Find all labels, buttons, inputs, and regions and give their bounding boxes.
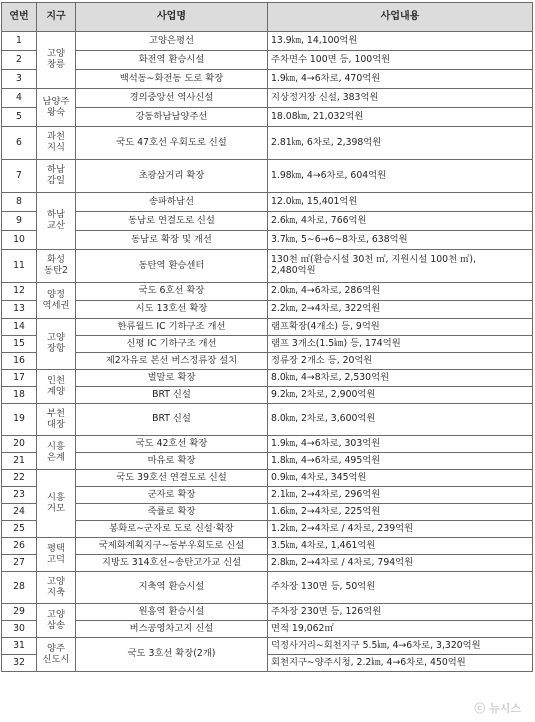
project-content: 지상정거장 신설, 383억원 <box>268 89 533 108</box>
project-name: 원흥역 환승시설 <box>76 604 268 621</box>
row-no: 28 <box>2 572 37 604</box>
project-table <box>1 2 533 672</box>
project-name: 마유로 확장 <box>76 453 268 470</box>
district-cell: 남양주 왕숙 <box>37 89 76 127</box>
project-name: 벌말로 확장 <box>76 370 268 387</box>
project-name: 지방도 314호선∼송탄고가교 신설 <box>76 555 268 572</box>
project-name: 국도 6호선 확장 <box>76 283 268 301</box>
row-no: 9 <box>2 212 37 231</box>
project-content: 1.9㎞, 4→6차로, 303억원 <box>268 436 533 453</box>
district-cell: 양주 신도시 <box>37 638 76 672</box>
row-no: 14 <box>2 319 37 336</box>
row-no: 24 <box>2 504 37 521</box>
district-cell: 시흥 거모 <box>37 470 76 538</box>
row-no: 6 <box>2 127 37 160</box>
project-name: 지축역 환승시설 <box>76 572 268 604</box>
project-name: 송파하남선 <box>76 193 268 212</box>
project-content: 8.0㎞, 4→8차로, 2,530억원 <box>268 370 533 387</box>
project-content: 정류장 2개소 등, 20억원 <box>268 353 533 370</box>
table-row <box>2 404 533 436</box>
table-row <box>2 470 533 487</box>
header-no: 연번 <box>2 3 37 32</box>
row-no: 19 <box>2 404 37 436</box>
table-row <box>2 89 533 108</box>
project-content: 주차장 230면 등, 126억원 <box>268 604 533 621</box>
project-content: 1.98㎞, 4→6차로, 604억원 <box>268 160 533 193</box>
table-row <box>2 572 533 604</box>
table-row <box>2 127 533 160</box>
project-content: 12.0㎞, 15,401억원 <box>268 193 533 212</box>
table-row <box>2 212 533 231</box>
project-content: 주차면수 100면 등, 100억원 <box>268 51 533 70</box>
project-name: 봉화로∼군자로 도로 신설·확장 <box>76 521 268 538</box>
row-no: 18 <box>2 387 37 404</box>
project-content: 2.2㎞, 2→4차로, 322억원 <box>268 301 533 319</box>
project-content: 면적 19,062㎡ <box>268 621 533 638</box>
row-no: 8 <box>2 193 37 212</box>
project-content: 3.5㎞, 4차로, 1,461억원 <box>268 538 533 555</box>
row-no: 5 <box>2 108 37 127</box>
project-content: 2.8㎞, 2→4차로 / 4차로, 794억원 <box>268 555 533 572</box>
row-no: 27 <box>2 555 37 572</box>
district-cell: 고양 지축 <box>37 572 76 604</box>
header-district: 지구 <box>37 3 76 32</box>
table-row <box>2 353 533 370</box>
project-content: 2.0㎞, 4→6차로, 286억원 <box>268 283 533 301</box>
table-row <box>2 487 533 504</box>
table-row <box>2 283 533 301</box>
project-content: 18.08㎞, 21,032억원 <box>268 108 533 127</box>
project-content: 1.6㎞, 2→4차로, 225억원 <box>268 504 533 521</box>
row-no: 20 <box>2 436 37 453</box>
table-row <box>2 621 533 638</box>
project-content: 회천지구∼양주시청, 2.2㎞, 4→6차로, 450억원 <box>268 655 533 672</box>
row-no: 23 <box>2 487 37 504</box>
project-name: 초광삼거리 확장 <box>76 160 268 193</box>
project-content: 1.8㎞, 4→6차로, 495억원 <box>268 453 533 470</box>
row-no: 26 <box>2 538 37 555</box>
table-row <box>2 32 533 51</box>
project-content: 램프 3개소(1.5㎞) 등, 174억원 <box>268 336 533 353</box>
project-content: 덕정사거리∼회천지구 5.5㎞, 4→6차로, 3,320억원 <box>268 638 533 655</box>
project-name: 화전역 환승시설 <box>76 51 268 70</box>
row-no: 29 <box>2 604 37 621</box>
table-row <box>2 538 533 555</box>
project-name: 국제화계획지구∼동부우회도로 신설 <box>76 538 268 555</box>
header-row <box>2 3 533 32</box>
table-row <box>2 193 533 212</box>
project-name: 동탄역 환승센터 <box>76 250 268 283</box>
project-content: 8.0㎞, 2차로, 3,600억원 <box>268 404 533 436</box>
project-name: 국도 3호선 확장(2개) <box>76 638 268 672</box>
district-cell: 인천 계양 <box>37 370 76 404</box>
row-no: 1 <box>2 32 37 51</box>
district-cell: 고양 삼송 <box>37 604 76 638</box>
project-content: 1.2㎞, 2→4차로 / 4차로, 239억원 <box>268 521 533 538</box>
row-no: 30 <box>2 621 37 638</box>
row-no: 25 <box>2 521 37 538</box>
project-content: 3.7㎞, 5∼6→6∼8차로, 638억원 <box>268 231 533 250</box>
table-row <box>2 108 533 127</box>
watermark: ⓒ 뉴시스 <box>474 702 521 715</box>
project-name: BRT 신설 <box>76 404 268 436</box>
table-row <box>2 638 533 655</box>
project-name: 국도 42호선 확장 <box>76 436 268 453</box>
row-no: 16 <box>2 353 37 370</box>
district-cell: 평택 고덕 <box>37 538 76 572</box>
district-cell: 양정 역세권 <box>37 283 76 319</box>
project-content: 주차장 130면 등, 50억원 <box>268 572 533 604</box>
table-row <box>2 504 533 521</box>
table-row <box>2 231 533 250</box>
project-content: 램프확장(4개소) 등, 9억원 <box>268 319 533 336</box>
row-no: 15 <box>2 336 37 353</box>
project-name: 신평 IC 기하구조 개선 <box>76 336 268 353</box>
row-no: 22 <box>2 470 37 487</box>
row-no: 13 <box>2 301 37 319</box>
table-row <box>2 521 533 538</box>
table-row <box>2 453 533 470</box>
row-no: 32 <box>2 655 37 672</box>
project-content: 13.9㎞, 14,100억원 <box>268 32 533 51</box>
table-row <box>2 387 533 404</box>
table-row <box>2 604 533 621</box>
project-name: 시도 13호선 확장 <box>76 301 268 319</box>
project-name: 버스공영차고지 신설 <box>76 621 268 638</box>
project-content: 2.1㎞, 2→4차로, 296억원 <box>268 487 533 504</box>
project-name: 경의중앙선 역사신설 <box>76 89 268 108</box>
table-row <box>2 51 533 70</box>
row-no: 21 <box>2 453 37 470</box>
row-no: 11 <box>2 250 37 283</box>
district-cell: 과천 지식 <box>37 127 76 160</box>
project-name: 동남로 확장 및 개선 <box>76 231 268 250</box>
project-name: 군자로 확장 <box>76 487 268 504</box>
project-content: 0.9㎞, 4차로, 345억원 <box>268 470 533 487</box>
header-content: 사업내용 <box>268 3 533 32</box>
project-name: 고양은평선 <box>76 32 268 51</box>
project-name: 동남로 연결도로 신설 <box>76 212 268 231</box>
project-content: 9.2㎞, 2차로, 2,900억원 <box>268 387 533 404</box>
table-row <box>2 555 533 572</box>
table-row <box>2 301 533 319</box>
project-name: BRT 신설 <box>76 387 268 404</box>
district-cell: 하남 감일 <box>37 160 76 193</box>
table-row <box>2 250 533 283</box>
district-cell: 부천 대장 <box>37 404 76 436</box>
row-no: 2 <box>2 51 37 70</box>
header-project: 사업명 <box>76 3 268 32</box>
project-name: 국도 39호선 연결도로 신설 <box>76 470 268 487</box>
row-no: 17 <box>2 370 37 387</box>
project-name: 백석동∼화전동 도로 확장 <box>76 70 268 89</box>
project-name: 제2자유로 본선 버스정류장 설치 <box>76 353 268 370</box>
project-name: 한류월드 IC 기하구조 개선 <box>76 319 268 336</box>
row-no: 12 <box>2 283 37 301</box>
table-row <box>2 370 533 387</box>
row-no: 4 <box>2 89 37 108</box>
row-no: 3 <box>2 70 37 89</box>
project-content: 2.6㎞, 4차로, 766억원 <box>268 212 533 231</box>
project-name: 국도 47호선 우회도로 신설 <box>76 127 268 160</box>
project-content: 2.81㎞, 6차로, 2,398억원 <box>268 127 533 160</box>
district-cell: 하남 교산 <box>37 193 76 250</box>
district-cell: 고양 장항 <box>37 319 76 370</box>
row-no: 7 <box>2 160 37 193</box>
table-row <box>2 436 533 453</box>
table-row <box>2 160 533 193</box>
project-name: 죽률로 확장 <box>76 504 268 521</box>
project-name: 강동하남남양주선 <box>76 108 268 127</box>
row-no: 10 <box>2 231 37 250</box>
table-row <box>2 70 533 89</box>
district-cell: 고양 창릉 <box>37 32 76 89</box>
row-no: 31 <box>2 638 37 655</box>
table-row <box>2 319 533 336</box>
district-cell: 시흥 은계 <box>37 436 76 470</box>
project-content: 130천 ㎡(환승시설 30천 ㎡, 지원시설 100천 ㎡), 2,480억원 <box>268 250 533 283</box>
table-row <box>2 336 533 353</box>
project-content: 1.9㎞, 4→6차로, 470억원 <box>268 70 533 89</box>
district-cell: 화성 동탄2 <box>37 250 76 283</box>
